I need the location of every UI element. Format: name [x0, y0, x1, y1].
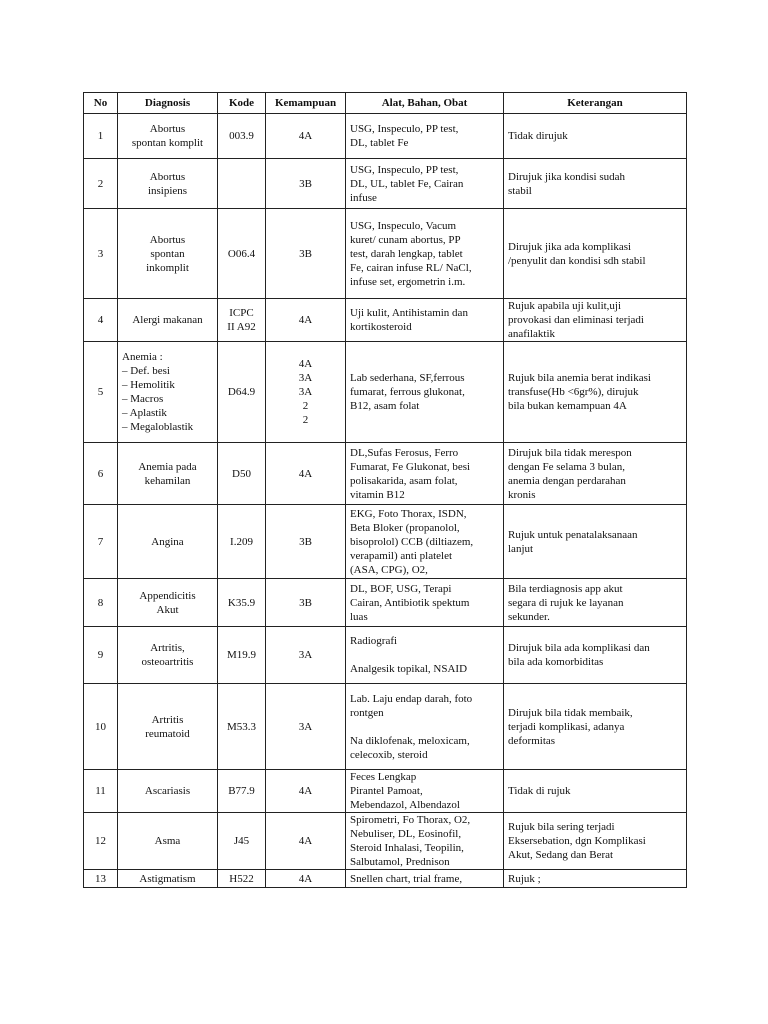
- header-kode: Kode: [218, 93, 266, 114]
- cell-diagnosis-line: Artritis: [151, 713, 184, 726]
- cell-no: 9: [84, 627, 118, 684]
- cell-diagnosis-line: – Macros: [122, 393, 164, 405]
- cell-no: 13: [84, 870, 118, 888]
- cell-keterangan: [504, 813, 687, 870]
- table-row: [84, 627, 687, 684]
- cell-diagnosis-line: Ascariasis: [144, 785, 191, 797]
- cell-no: 1: [84, 114, 118, 159]
- cell-no: 3: [84, 209, 118, 299]
- cell-diagnosis-line: Anemia pada: [138, 460, 197, 473]
- table-row: [84, 209, 687, 299]
- cell-keterangan-line: anemia dengan perdarahan: [508, 474, 626, 487]
- cell-no: 11: [84, 770, 118, 813]
- cell-alat-line: test, darah lengkap, tablet: [350, 247, 463, 260]
- cell-alat: [346, 870, 504, 888]
- table-row: [84, 770, 687, 813]
- cell-alat-line: Steroid Inhalasi, Teopilin,: [350, 842, 464, 854]
- cell-diagnosis-line: spontan komplit: [131, 137, 204, 149]
- cell-kode: J45: [218, 813, 266, 870]
- cell-keterangan: [504, 770, 687, 813]
- cell-diagnosis-line: Appendicitis: [139, 589, 196, 602]
- cell-alat-line: rontgen: [350, 706, 384, 719]
- cell-kode: D64.9: [218, 342, 266, 443]
- cell-diagnosis-line: Abortus: [149, 123, 186, 135]
- cell-no: 7: [84, 505, 118, 579]
- cell-diagnosis: [118, 505, 218, 579]
- cell-keterangan-line: Rujuk ;: [508, 872, 541, 885]
- cell-kode: M53.3: [218, 684, 266, 770]
- cell-diagnosis-line: kehamilan: [144, 474, 191, 487]
- cell-alat-line: Na diklofenak, meloxicam,: [350, 734, 470, 747]
- table-row: [84, 684, 687, 770]
- cell-kemampuan-line: 3B: [299, 177, 312, 190]
- cell-keterangan-line: Dirujuk bila tidak membaik,: [508, 706, 633, 719]
- cell-keterangan-line: Dirujuk jika kondisi sudah: [508, 170, 626, 183]
- cell-keterangan-line: transfuse(Hb <6gr%), dirujuk: [508, 386, 639, 398]
- cell-alat: [346, 443, 504, 505]
- header-no: No: [84, 93, 118, 114]
- cell-diagnosis-line: Abortus: [149, 170, 186, 183]
- cell-kode: B77.9: [218, 770, 266, 813]
- cell-alat-line: DL, tablet Fe: [350, 137, 409, 149]
- cell-kemampuan-line: 3A: [298, 720, 313, 733]
- cell-kode: D50: [218, 443, 266, 505]
- cell-diagnosis: [118, 209, 218, 299]
- cell-no: 8: [84, 579, 118, 627]
- cell-alat-line: fumarat, ferrous glukonat,: [350, 386, 465, 398]
- cell-alat-line: [350, 720, 499, 734]
- cell-diagnosis-line: Akut: [156, 603, 179, 616]
- cell-diagnosis-line: Angina: [151, 535, 184, 548]
- cell-no: 12: [84, 813, 118, 870]
- cell-alat-line: DL,Sufas Ferosus, Ferro: [350, 446, 459, 459]
- table-row: [84, 813, 687, 870]
- cell-kemampuan-line: 4A: [298, 872, 313, 885]
- cell-alat: [346, 299, 504, 342]
- cell-alat-line: DL, BOF, USG, Terapi: [350, 582, 452, 595]
- cell-alat-line: Snellen chart, trial frame,: [350, 872, 463, 885]
- cell-keterangan-line: provokasi dan eliminasi terjadi: [508, 314, 644, 326]
- cell-diagnosis: [118, 159, 218, 209]
- cell-keterangan-line: Rujuk untuk penatalaksanaan: [508, 528, 638, 541]
- cell-alat: [346, 342, 504, 443]
- header-kemampuan: Kemampuan: [266, 93, 346, 114]
- cell-kode: M19.9: [218, 627, 266, 684]
- cell-diagnosis: [118, 114, 218, 159]
- cell-diagnosis: [118, 870, 218, 888]
- cell-kode: ICPC II A92: [218, 299, 266, 342]
- cell-no: 6: [84, 443, 118, 505]
- cell-keterangan: [504, 299, 687, 342]
- cell-kemampuan-line: 2: [302, 414, 309, 426]
- cell-alat-line: infuse set, ergometrin i.m.: [350, 275, 466, 288]
- cell-keterangan-line: bila bukan kemampuan 4A: [508, 400, 627, 412]
- cell-alat-line: Fe, cairan infuse RL/ NaCl,: [350, 261, 472, 274]
- cell-alat-line: Lab. Laju endap darah, foto: [350, 692, 473, 705]
- cell-alat-line: vitamin B12: [350, 488, 405, 501]
- cell-kemampuan-line: 3A: [298, 386, 313, 398]
- table-row: [84, 114, 687, 159]
- table-row: [84, 870, 687, 888]
- cell-alat: [346, 505, 504, 579]
- header-diagnosis: Diagnosis: [118, 93, 218, 114]
- cell-diagnosis-line: Artritis,: [150, 642, 185, 654]
- cell-kode: K35.9: [218, 579, 266, 627]
- cell-diagnosis: [118, 813, 218, 870]
- cell-kemampuan-line: 4A: [298, 130, 313, 142]
- cell-kode: 003.9: [218, 114, 266, 159]
- cell-kode: I.209: [218, 505, 266, 579]
- cell-alat-line: Radiografi: [350, 635, 398, 647]
- cell-keterangan-line: Rujuk bila sering terjadi: [508, 821, 615, 833]
- cell-kemampuan: [266, 770, 346, 813]
- cell-alat-line: bisoprolol) CCB (diltiazem,: [350, 535, 474, 548]
- cell-kemampuan-line: 3B: [299, 535, 312, 548]
- cell-kemampuan: [266, 342, 346, 443]
- cell-alat-line: Feces Lengkap: [350, 771, 417, 783]
- cell-diagnosis-line: reumatoid: [145, 727, 190, 740]
- table-row: [84, 159, 687, 209]
- cell-no: 10: [84, 684, 118, 770]
- cell-kemampuan-line: 4A: [298, 835, 313, 847]
- cell-keterangan-line: Tidak di rujuk: [508, 785, 571, 797]
- cell-keterangan: [504, 342, 687, 443]
- cell-kemampuan: [266, 870, 346, 888]
- cell-kemampuan-line: 4A: [298, 785, 313, 797]
- cell-alat-line: Mebendazol, Albendazol: [350, 799, 460, 811]
- cell-kemampuan-line: 3A: [298, 372, 313, 384]
- cell-alat: [346, 579, 504, 627]
- cell-kemampuan-line: 4A: [298, 467, 313, 480]
- cell-alat: [346, 209, 504, 299]
- cell-kemampuan: [266, 579, 346, 627]
- cell-keterangan: [504, 684, 687, 770]
- cell-keterangan-line: Tidak dirujuk: [508, 130, 568, 142]
- cell-diagnosis-line: – Hemolitik: [122, 379, 175, 391]
- cell-keterangan-line: Bila terdiagnosis app akut: [508, 582, 623, 595]
- cell-alat-line: Analgesik topikal, NSAID: [350, 663, 468, 675]
- cell-kemampuan-line: 4A: [298, 314, 313, 326]
- cell-kemampuan: [266, 114, 346, 159]
- cell-kemampuan: [266, 443, 346, 505]
- cell-alat: [346, 684, 504, 770]
- cell-kemampuan: [266, 505, 346, 579]
- cell-keterangan: [504, 505, 687, 579]
- cell-alat-line: verapamil) anti platelet: [350, 549, 453, 562]
- header-alat: Alat, Bahan, Obat: [346, 93, 504, 114]
- table-row: [84, 505, 687, 579]
- cell-alat: [346, 770, 504, 813]
- cell-keterangan-line: lanjut: [508, 542, 534, 555]
- cell-alat-line: kortikosteroid: [350, 321, 412, 333]
- cell-alat: [346, 114, 504, 159]
- cell-no: 2: [84, 159, 118, 209]
- cell-keterangan-line: Rujuk bila anemia berat indikasi: [508, 372, 651, 384]
- cell-kemampuan: [266, 813, 346, 870]
- cell-alat-line: infuse: [350, 191, 377, 204]
- cell-diagnosis-line: Alergi makanan: [132, 314, 203, 326]
- cell-kemampuan: [266, 627, 346, 684]
- cell-keterangan-line: bila ada komorbiditas: [508, 656, 604, 668]
- cell-alat-line: kuret/ cunam abortus, PP: [350, 233, 461, 246]
- cell-diagnosis: [118, 627, 218, 684]
- cell-no: 5: [84, 342, 118, 443]
- cell-keterangan-line: Dirujuk bila tidak merespon: [508, 446, 632, 459]
- table-row: [84, 579, 687, 627]
- cell-kemampuan-line: 3B: [299, 247, 312, 260]
- cell-alat-line: USG, Inspeculo, PP test,: [350, 163, 459, 176]
- cell-alat-line: Cairan, Antibiotik spektum: [350, 596, 470, 609]
- cell-alat-line: USG, Inspeculo, Vacum: [350, 219, 457, 232]
- cell-diagnosis: [118, 684, 218, 770]
- cell-kode: O06.4: [218, 209, 266, 299]
- cell-alat-line: Pirantel Pamoat,: [350, 785, 423, 797]
- header-keterangan: Keterangan: [504, 93, 687, 114]
- cell-alat-line: polisakarida, asam folat,: [350, 474, 458, 487]
- cell-alat-line: Nebuliser, DL, Eosinofil,: [350, 828, 462, 840]
- cell-alat-line: DL, UL, tablet Fe, Cairan: [350, 177, 464, 190]
- cell-diagnosis: [118, 443, 218, 505]
- cell-alat-line: B12, asam folat: [350, 400, 420, 412]
- cell-diagnosis-line: – Megaloblastik: [122, 421, 194, 433]
- cell-alat-line: [350, 648, 499, 662]
- cell-diagnosis: [118, 342, 218, 443]
- cell-keterangan: [504, 159, 687, 209]
- cell-diagnosis-line: Anemia :: [122, 351, 163, 363]
- cell-kemampuan: [266, 684, 346, 770]
- cell-kemampuan: [266, 209, 346, 299]
- cell-keterangan-line: deformitas: [508, 734, 556, 747]
- cell-keterangan-line: Rujuk apabila uji kulit,uji: [508, 300, 622, 312]
- cell-diagnosis-line: – Def. besi: [122, 365, 170, 377]
- cell-keterangan: [504, 870, 687, 888]
- cell-alat-line: EKG, Foto Thorax, ISDN,: [350, 507, 467, 520]
- cell-keterangan-line: Dirujuk bila ada komplikasi dan: [508, 642, 650, 654]
- cell-no: 4: [84, 299, 118, 342]
- cell-keterangan: [504, 579, 687, 627]
- cell-alat-line: USG, Inspeculo, PP test,: [350, 123, 459, 135]
- cell-keterangan-line: dengan Fe selama 3 bulan,: [508, 460, 625, 473]
- cell-alat-line: luas: [350, 610, 368, 623]
- cell-alat: [346, 627, 504, 684]
- cell-alat: [346, 159, 504, 209]
- cell-keterangan-line: kronis: [508, 488, 536, 501]
- header-row: [84, 93, 687, 114]
- cell-kemampuan-line: 3A: [298, 649, 313, 661]
- cell-alat: [346, 813, 504, 870]
- cell-alat-line: Beta Bloker (propanolol,: [350, 521, 460, 534]
- cell-alat-line: celecoxib, steroid: [350, 748, 428, 761]
- cell-keterangan-line: terjadi komplikasi, adanya: [508, 720, 625, 733]
- cell-keterangan: [504, 443, 687, 505]
- cell-alat-line: Salbutamol, Prednison: [350, 856, 450, 868]
- cell-diagnosis-line: spontan: [150, 247, 185, 260]
- table-row: [84, 299, 687, 342]
- cell-diagnosis-line: Asma: [154, 835, 181, 847]
- cell-kemampuan-line: 2: [302, 400, 309, 412]
- diagnosis-table: [83, 92, 687, 888]
- cell-keterangan: [504, 627, 687, 684]
- cell-diagnosis: [118, 579, 218, 627]
- cell-keterangan-line: sekunder.: [508, 610, 550, 623]
- cell-kode: H522: [218, 870, 266, 888]
- cell-kemampuan: [266, 299, 346, 342]
- cell-diagnosis-line: osteoartritis: [141, 656, 194, 668]
- table-row: [84, 342, 687, 443]
- cell-alat-line: Fumarat, Fe Glukonat, besi: [350, 460, 471, 473]
- cell-diagnosis: [118, 299, 218, 342]
- cell-kemampuan-line: 4A: [298, 358, 313, 370]
- cell-alat-line: (ASA, CPG), O2,: [350, 563, 428, 576]
- cell-diagnosis-line: – Aplastik: [122, 407, 167, 419]
- cell-kemampuan: [266, 159, 346, 209]
- cell-kode: [218, 159, 266, 209]
- cell-keterangan-line: /penyulit dan kondisi sdh stabil: [508, 254, 646, 267]
- cell-keterangan-line: segara di rujuk ke layanan: [508, 596, 624, 609]
- cell-keterangan-line: stabil: [508, 184, 532, 197]
- cell-alat-line: Lab sederhana, SF,ferrous: [350, 372, 465, 384]
- cell-keterangan: [504, 114, 687, 159]
- cell-diagnosis-line: Astigmatism: [139, 872, 196, 885]
- cell-kemampuan-line: 3B: [299, 596, 312, 609]
- cell-keterangan: [504, 209, 687, 299]
- cell-keterangan-line: Dirujuk jika ada komplikasi: [508, 240, 632, 253]
- cell-diagnosis-line: inkomplit: [146, 261, 189, 274]
- cell-alat-line: Spirometri, Fo Thorax, O2,: [350, 814, 471, 826]
- table-row: [84, 443, 687, 505]
- cell-keterangan-line: Akut, Sedang dan Berat: [508, 849, 614, 861]
- cell-keterangan-line: anafilaktik: [508, 328, 556, 340]
- cell-diagnosis-line: Abortus: [149, 233, 186, 246]
- cell-alat-line: Uji kulit, Antihistamin dan: [350, 307, 468, 319]
- cell-diagnosis: [118, 770, 218, 813]
- cell-keterangan-line: Eksersebation, dgn Komplikasi: [508, 835, 646, 847]
- cell-diagnosis-line: insipiens: [147, 184, 188, 197]
